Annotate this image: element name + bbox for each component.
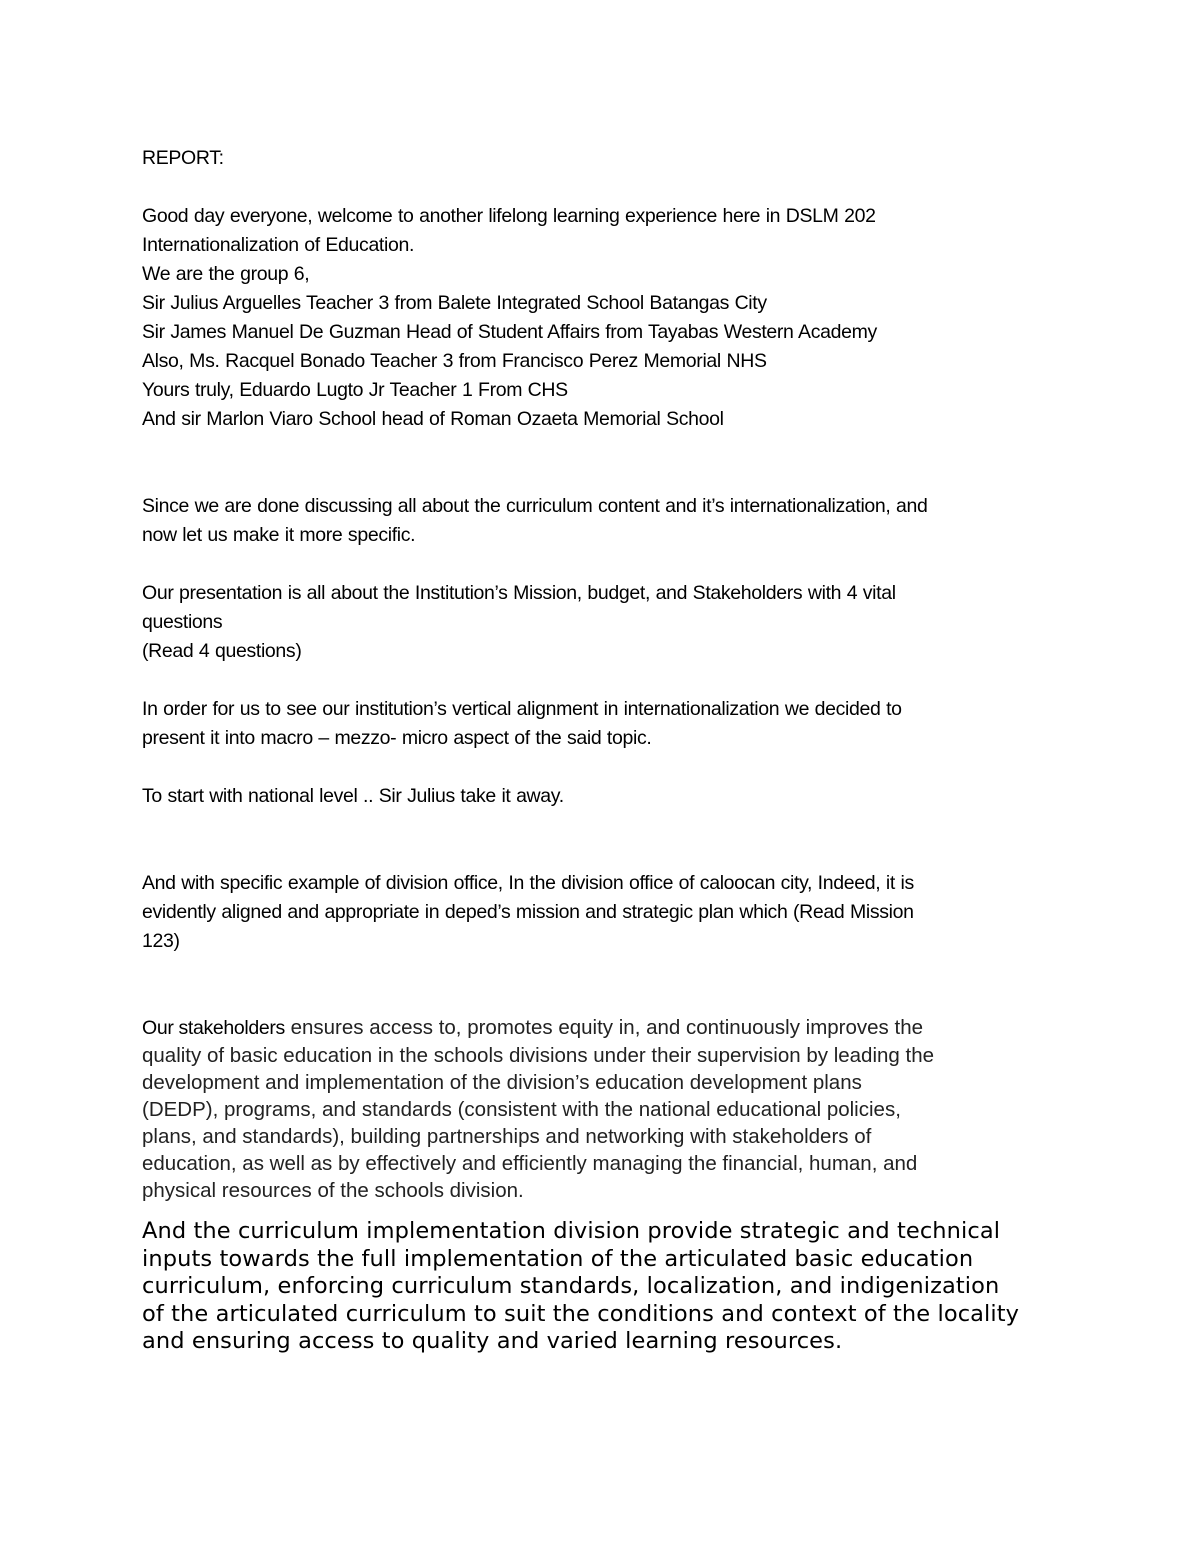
intro-line: We are the group 6, bbox=[142, 263, 310, 285]
document-body bbox=[142, 144, 1062, 1356]
member-line: Sir James Manuel De Guzman Head of Student Affairs from Tayabas Western Academy bbox=[142, 321, 877, 343]
blank-line bbox=[142, 434, 1062, 492]
presentation-paragraph: Our presentation is all about the Institution’s Mission, budget, and Stakeholders with 4 vital questions (Read 4 questions) bbox=[142, 582, 896, 662]
since-paragraph: Since we are done discussing all about the curriculum content and it’s internationalization, and now let us make it more specific. bbox=[142, 495, 928, 546]
report-heading: REPORT: bbox=[142, 147, 224, 169]
member-line: Yours truly, Eduardo Lugto Jr Teacher 1 From CHS bbox=[142, 379, 568, 401]
blank-line bbox=[142, 753, 1062, 782]
paragraph-spacing bbox=[142, 1204, 1062, 1218]
division-paragraph: And with specific example of division office, In the division office of caloocan city, Indeed, it is evidently aligned and appropriate in deped’s mission and strategic plan which (Read Mission 123) bbox=[142, 872, 914, 952]
blank-line bbox=[142, 811, 1062, 869]
blank-line bbox=[142, 666, 1062, 695]
blank-line bbox=[142, 550, 1062, 579]
alignment-paragraph: In order for us to see our institution’s vertical alignment in internationalization we decided to present it into macro – mezzo- micro aspect of the said topic. bbox=[142, 698, 902, 749]
blank-line bbox=[142, 173, 1062, 202]
member-line: Sir Julius Arguelles Teacher 3 from Balete Integrated School Batangas City bbox=[142, 292, 767, 314]
stakeholders-lead: Our stakeholders bbox=[142, 1017, 285, 1039]
intro-paragraph bbox=[142, 202, 1062, 434]
member-line: Also, Ms. Racquel Bonado Teacher 3 from Francisco Perez Memorial NHS bbox=[142, 350, 767, 372]
national-paragraph: To start with national level .. Sir Julius take it away. bbox=[142, 785, 564, 807]
member-line: And sir Marlon Viaro School head of Roman Ozaeta Memorial School bbox=[142, 408, 724, 430]
blank-line bbox=[142, 956, 1062, 1014]
stakeholders-paragraph: Our stakeholders ensures access to, promotes equity in, and continuously improves the quality of basic education in the schools divisions under their supervision by leading the development and implementation of the division’s education development plans (DEDP), programs, and standards (consistent with the national educational policies, plans, and standards), building partnerships and networking with stakeholders of education, as well as by effectively and efficiently managing the financial, human, and physical resources of the schools division. bbox=[142, 1016, 935, 1202]
intro-line: Good day everyone, welcome to another lifelong learning experience here in DSLM 202 bbox=[142, 205, 876, 227]
intro-line: Internationalization of Education. bbox=[142, 234, 415, 256]
curriculum-paragraph: And the curriculum implementation division provide strategic and technical inputs towards the full implementation of the articulated basic education curriculum, enforcing curriculum standards, localization, and indigenization of the articulated curriculum to suit the conditions and context of the locality and ensuring access to quality and varied learning resources. bbox=[142, 1218, 1020, 1354]
